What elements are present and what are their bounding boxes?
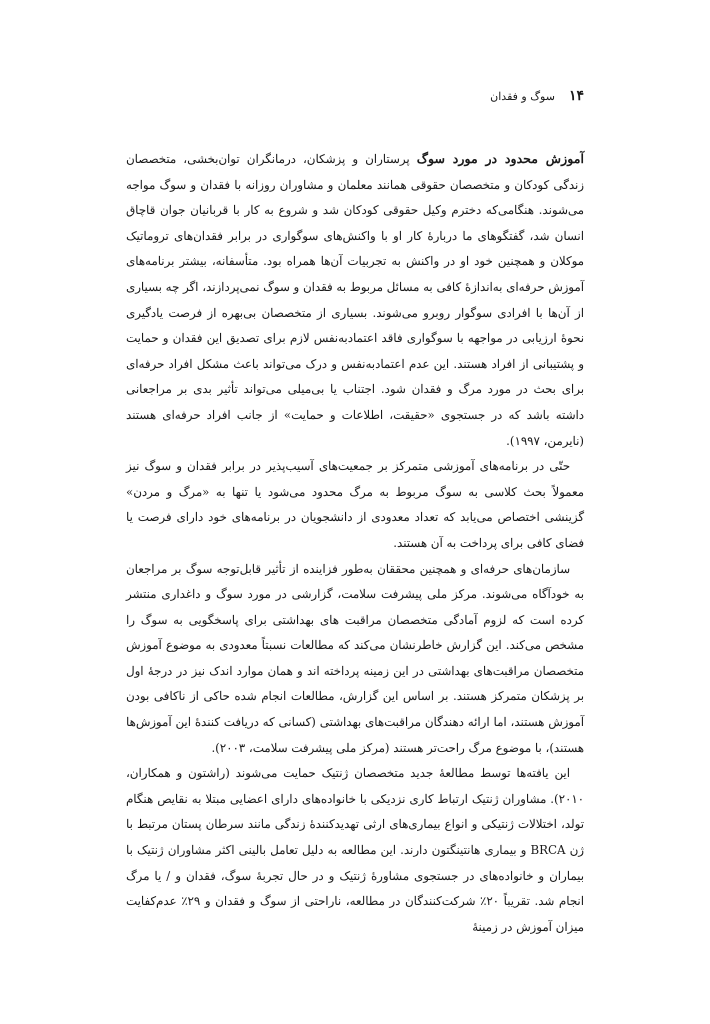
paragraph (126, 454, 584, 556)
paragraph-text: حتّی در برنامه‌های آموزشی متمرکز بر جمعیت‌های آسیب‌پذیر در برابر فقدان و سوگ نیز معمولاً بحث کلاسی به سوگ مربوط به مرگ محدود می‌شود یا تنها به «مرگ و مردن» گزینشی اختصاص می‌یابد که تعداد معدودی از دانشجویان در برنامه‌های خود دارای فرصت یا فضای کافی برای پرداخت به آن هستند. (126, 459, 584, 550)
running-header-title: سوگ و فقدان (490, 90, 555, 103)
paragraph-text: این یافته‌ها توسط مطالعهٔ جدید متخصصان ژنتیک حمایت می‌شوند (راشتون و همکاران، ۲۰۱۰). مشاوران ژنتیک ارتباط کاری نزدیکی با خانواده‌های دارای اعضایی مبتلا به نقایص هنگام تولد، اختلالات ژنتیکی و انواع بیماری‌های ارثی تهدیدکنندهٔ زندگی مانند سرطان پستان مرتبط با ژن BRCA و بیماری هانتینگتون دارند. این مطالعه به دلیل تعامل بالینی اکثر مشاوران ژنتیک با بیماران و خانواده‌های در جستجوی مشاورهٔ ژنتیک و در حال تجربهٔ سوگ، فقدان و / یا مرگ انجام شد. تقریباً ۲۰٪ شرکت‌کنندگان در مطالعه، ناراحتی از سوگ و فقدان و ۲۹٪ عدم‌کفایت میزان آموزش در زمینهٔ (126, 766, 584, 934)
section-lead-heading: آموزش محدود در مورد سوگ (416, 151, 584, 166)
page-number: ۱۴ (568, 88, 584, 104)
paragraph (126, 557, 584, 762)
paragraph (126, 146, 584, 454)
book-page (126, 88, 584, 940)
running-header (126, 88, 584, 110)
paragraph-text: سازمان‌های حرفه‌ای و همچنین محققان به‌طور فزاینده از تأثیر قابل‌توجه سوگ بر مراجعان به خودآگاه می‌شوند. مرکز ملی پیشرفت سلامت، گزارشی در مورد سوگ و داغداری منتشر کرده است که لزوم آمادگی متخصصان مراقبت های بهداشتی برای پاسخگویی به سوگ را مشخص می‌کند. این گزارش خاطرنشان می‌کند که مطالعات نسبتاً معدودی به موضوع آموزش متخصصان مراقبت‌های بهداشتی در این زمینه پرداخته اند و همان موارد اندک نیز در درجهٔ اول بر پزشکان متمرکز هستند. بر اساس این گزارش، مطالعات انجام شده حاکی از ناکافی بودن آموزش هستند، اما ارائه دهندگان مراقبت‌های بهداشتی (کسانی که دریافت کنندهٔ این آموزش‌ها هستند)، با موضوع مرگ راحت‌تر هستند (مرکز ملی پیشرفت سلامت، ۲۰۰۳). (126, 561, 584, 755)
body-text (126, 146, 584, 940)
paragraph-text: پرستاران و پزشکان، درمانگران توان‌بخشی، متخصصان زندگی کودکان و متخصصان حقوقی همانند معلمان و مشاوران روزانه با فقدان و سوگ مواجه می‌شوند. هنگامی‌که دخترم وکیل حقوقی کودکان شد و شروع به کار با قربانیان جوان قاچاق انسان شد، گفتگوهای ما دربارهٔ کار او با واکنش‌های سوگواری در برابر فقدان‌های تروماتیک موکلان و همچنین خود او در واکنش به تجربیات آن‌ها همراه بود. متأسفانه، بیشتر برنامه‌های آموزش حرفه‌ای به‌اندازهٔ کافی به مسائل مربوط به فقدان و سوگ نمی‌پردازند، اگر چه بسیاری از آن‌ها با افرادی سوگوار روبرو می‌شوند. بسیاری از متخصصان بی‌بهره از فرصت یادگیری نحوهٔ ارزیابی در مواجهه با سوگواری فاقد اعتمادبه‌نفس لازم برای تصدیق این فقدان و حمایت و پشتیبانی از افراد هستند. این عدم اعتمادبه‌نفس و درک می‌تواند باعث مشکل افراد حرفه‌ای برای بحث در مورد مرگ و فقدان شود. اجتناب یا بی‌میلی می‌تواند تأثیر بدی بر مراجعانی داشته باشد که در جستجوی «حقیقت، اطلاعات و حمایت» از جانب افراد حرفه‌ای هستند (نایرمن، ۱۹۹۷). (126, 152, 584, 448)
paragraph (126, 761, 584, 940)
